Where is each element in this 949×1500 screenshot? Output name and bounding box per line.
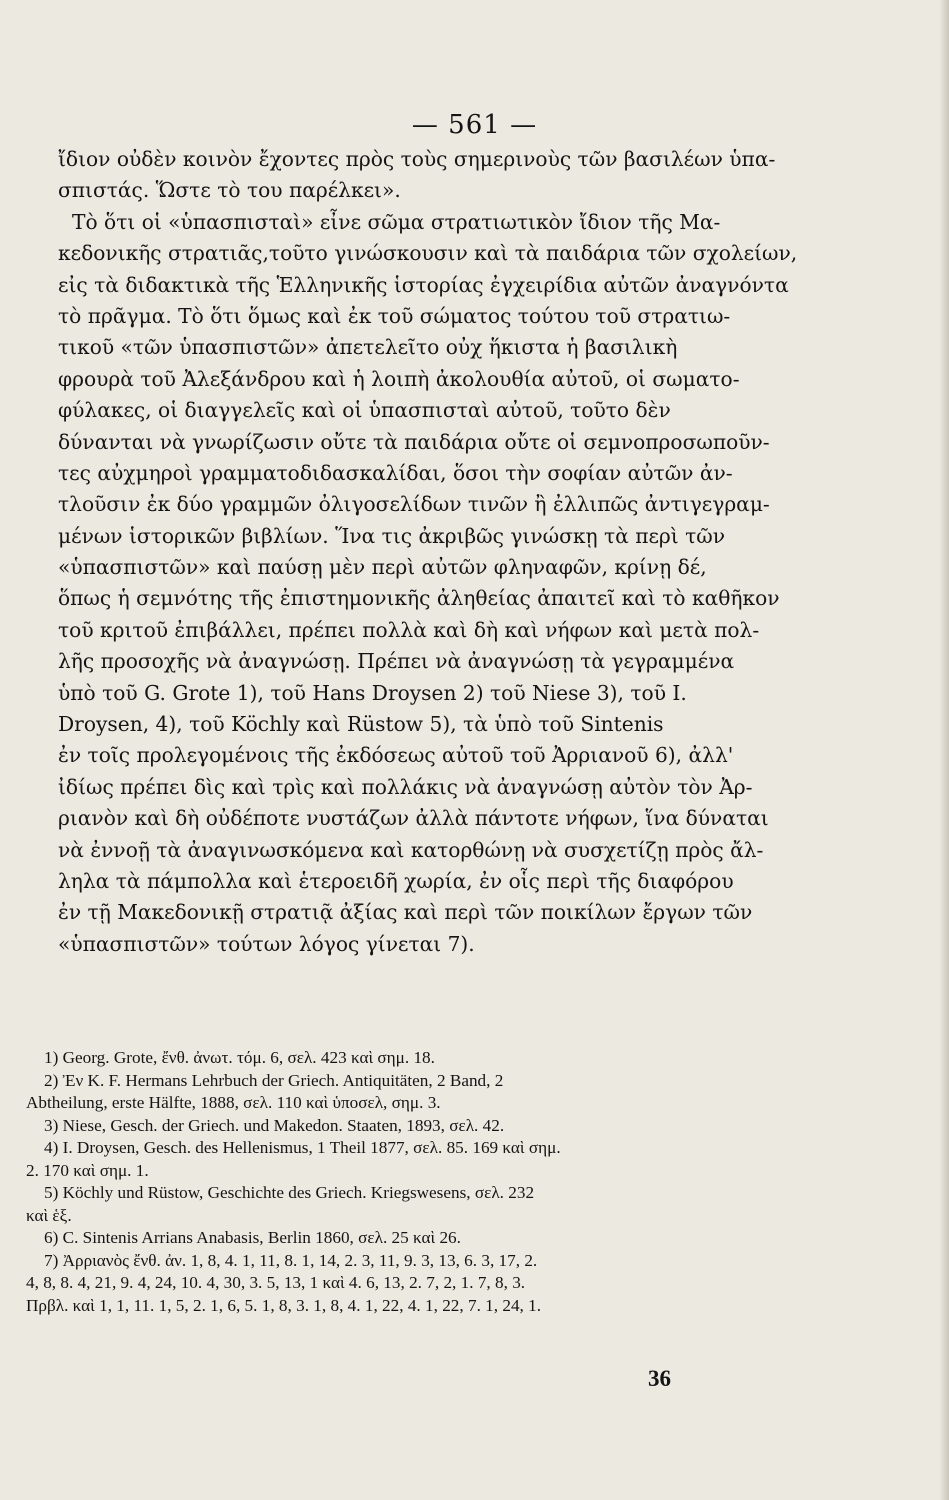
body-line: φύλακες, οἱ διαγγελεῖς καὶ οἱ ὑπασπισταὶ αὐτοῦ, τοῦτο δὲν — [58, 398, 671, 423]
body-line: Droysen, 4), τοῦ Köchly καὶ Rüstow 5), τὰ ὑπὸ τοῦ Sintenis — [58, 712, 664, 737]
body-line: λῆς προσοχῆς νὰ ἀναγνώσῃ. Πρέπει νὰ ἀναγνώσῃ τὰ γεγραμμένα — [58, 649, 735, 674]
footnote-line: Πρβλ. καὶ 1, 1, 11. 1, 5, 2. 1, 6, 5. 1, 8, 3. 1, 8, 4. 1, 22, 4. 1, 22, 7. 1, 24, 1. — [26, 1295, 542, 1315]
body-line: ἐν τῇ Μακεδονικῇ στρατιᾷ ἀξίας καὶ περὶ τῶν ποικίλων ἔργων τῶν — [58, 900, 753, 925]
body-line: ληλα τὰ πάμπολλα καὶ ἑτεροειδῆ χωρία, ἐν οἷς περὶ τῆς διαφόρου — [58, 868, 734, 893]
body-line: μένων ἱστορικῶν βιβλίων. Ἵνα τις ἀκριβῶς γινώσκῃ τὰ περὶ τῶν — [58, 523, 726, 548]
footnote-line: 7) Ἀρριανὸς ἔνθ. ἀν. 1, 8, 4. 1, 11, 8. 1, 14, 2. 3, 11, 9. 3, 13, 6. 3, 17, 2. — [44, 1250, 538, 1270]
body-line: εἰς τὰ διδακτικὰ τῆς Ἑλληνικῆς ἱστορίας ἐγχειρίδια αὐτῶν ἀναγνόντα — [58, 272, 789, 297]
footnote-line: 1) Georg. Grote, ἔνθ. ἀνωτ. τόμ. 6, σελ. 423 καὶ σημ. 18. — [44, 1048, 435, 1067]
body-line: ὑπὸ τοῦ G. Grote 1), τοῦ Hans Droysen 2) τοῦ Niese 3), τοῦ I. — [58, 680, 687, 705]
running-header-page-number: — 561 — — [411, 110, 538, 140]
body-line: ὅπως ἡ σεμνότης τῆς ἐπιστημονικῆς ἀληθείας ἀπαιτεῖ καὶ τὸ καθῆκον — [58, 586, 780, 611]
body-line: «ὑπασπιστῶν» καὶ παύσῃ μὲν περὶ αὐτῶν φληναφῶν, κρίνῃ δέ, — [58, 555, 707, 580]
body-line: τλοῦσιν ἐκ δύο γραμμῶν ὀλιγοσελίδων τινῶν ἢ ἐλλιπῶς ἀντιγεγραμ- — [58, 492, 770, 517]
body-line: «ὑπασπιστῶν» τούτων λόγος γίνεται 7). — [58, 931, 475, 956]
footnote-line: Abtheilung, erste Hälfte, 1888, σελ. 110 καὶ ὑποσελ, σημ. 3. — [26, 1093, 441, 1112]
footnote-line: 4, 8, 8. 4, 21, 9. 4, 24, 10. 4, 30, 3. 5, 13, 1 καὶ 4. 6, 13, 2. 7, 2, 1. 7, 8, 3. — [26, 1273, 526, 1292]
body-line: Τὸ ὅτι οἱ «ὑπασπισταὶ» εἶνε σῶμα στρατιωτικὸν ἴδιον τῆς Μα- — [72, 209, 721, 234]
body-line: κεδονικῆς στρατιᾶς,τοῦτο γινώσκουσιν καὶ τὰ παιδάρια τῶν σχολείων, — [58, 241, 798, 266]
footnote-line: 3) Niese, Gesch. der Griech. und Makedon. Staaten, 1893, σελ. 42. — [44, 1115, 505, 1135]
body-line: τες αὐχμηροὶ γραμματοδιδασκαλίδαι, ὅσοι τὴν σοφίαν αὐτῶν ἀν- — [58, 460, 733, 485]
footnote-line: 2) Ἐν K. F. Hermans Lehrbuch der Griech. Antiquitäten, 2 Band, 2 — [44, 1070, 504, 1090]
body-line: τὸ πρᾶγμα. Τὸ ὅτι ὅμως καὶ ἐκ τοῦ σώματος τούτου τοῦ στρατιω- — [58, 303, 731, 328]
body-line: ριανὸν καὶ δὴ οὐδέποτε νυστάζων ἀλλὰ πάντοτε νήφων, ἵνα δύναται — [58, 806, 769, 831]
body-line: φρουρὰ τοῦ Ἀλεξάνδρου καὶ ἡ λοιπὴ ἀκολουθία αὐτοῦ, οἱ σωματο- — [58, 366, 740, 391]
footnote-line: καὶ ἑξ. — [26, 1205, 72, 1225]
body-line: τοῦ κριτοῦ ἐπιβάλλει, πρέπει πολλὰ καὶ δὴ καὶ νήφων καὶ μετὰ πολ- — [58, 617, 760, 642]
footnote-line: 2. 170 καὶ σημ. 1. — [26, 1160, 149, 1180]
body-line: ἐν τοῖς προλεγομένοις τῆς ἐκδόσεως αὐτοῦ τοῦ Ἀρριανοῦ 6), ἀλλ' — [58, 743, 734, 768]
body-line: σπιστάς. Ὥστε τὸ του παρέλκει». — [58, 178, 401, 203]
footnote-line: 4) I. Droysen, Gesch. des Hellenismus, 1 Theil 1877, σελ. 85. 169 καὶ σημ. — [44, 1138, 561, 1157]
body-line: ἴδιον οὐδὲν κοινὸν ἔχοντες πρὸς τοὺς σημερινοὺς τῶν βασιλέων ὑπα- — [58, 147, 776, 171]
signature-number: 36 — [648, 1366, 671, 1391]
footnote-line: 6) C. Sintenis Arrians Anabasis, Berlin 1860, σελ. 25 καὶ 26. — [44, 1228, 461, 1247]
body-line: ἰδίως πρέπει δὶς καὶ τρὶς καὶ πολλάκις νὰ ἀναγνώσῃ αὐτὸν τὸν Ἀρ- — [58, 774, 753, 799]
body-line: νὰ ἐννοῇ τὰ ἀναγινωσκόμενα καὶ κατορθώνῃ νὰ συσχετίζῃ πρὸς ἄλ- — [58, 837, 764, 862]
main-text-block — [58, 144, 798, 960]
body-line: δύνανται νὰ γνωρίζωσιν οὔτε τὰ παιδάρια οὔτε οἱ σεμνοπροσωποῦν- — [58, 429, 770, 454]
footnote-line: 5) Köchly und Rüstow, Geschichte des Griech. Kriegswesens, σελ. 232 — [44, 1183, 535, 1202]
footnotes-block — [26, 1047, 741, 1317]
page-edge-shadow — [939, 0, 949, 1500]
body-line: τικοῦ «τῶν ὑπασπιστῶν» ἀπετελεῖτο οὐχ ἥκιστα ἡ βασιλικὴ — [58, 335, 678, 360]
